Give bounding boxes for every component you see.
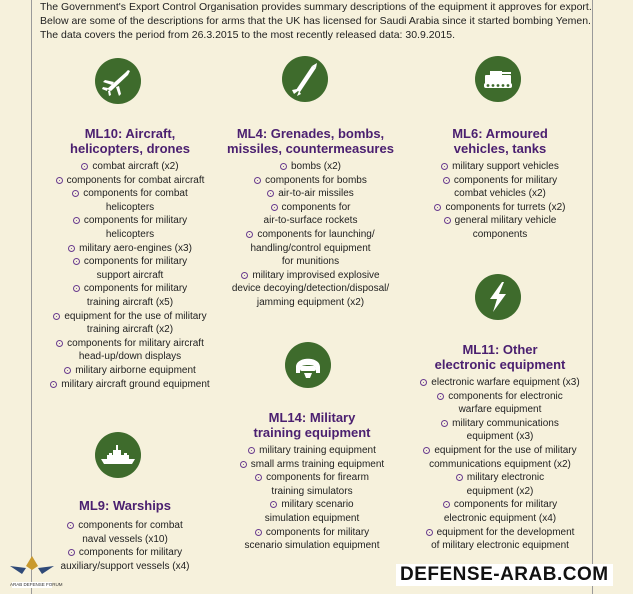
bullet-icon bbox=[444, 217, 451, 224]
ml11-item-line bbox=[410, 376, 590, 390]
ml11-item-line bbox=[410, 417, 590, 431]
ml11-item-text: warfare equipment bbox=[458, 404, 542, 416]
ml11-item-text: military communications bbox=[452, 417, 559, 429]
ml4-item-line bbox=[218, 187, 403, 201]
ml4-title-line-2: missiles, countermeasures bbox=[227, 141, 394, 156]
ml4-item-line bbox=[218, 228, 403, 242]
ml14-item-text: military scenario bbox=[281, 499, 354, 511]
ml4-item-line bbox=[218, 242, 403, 256]
bullet-icon bbox=[241, 272, 248, 279]
ml14-item bbox=[222, 498, 402, 525]
ml6-item bbox=[410, 214, 590, 241]
ml4-item-text: components for launching/ bbox=[257, 228, 375, 240]
ml10-item-line bbox=[40, 350, 220, 364]
ml11-item-text: of military electronic equipment bbox=[431, 540, 569, 552]
ml6-item bbox=[410, 160, 590, 174]
ml4-item-text: device decoying/detection/disposal/ bbox=[231, 283, 390, 295]
ml6-item-text: components bbox=[472, 228, 528, 240]
ml11-item-text: components for military bbox=[453, 499, 558, 511]
ml10-item bbox=[40, 364, 220, 378]
ml10-item-text: training aircraft (x2) bbox=[86, 324, 174, 336]
bullet-icon bbox=[81, 163, 88, 170]
ml10-item-text: equipment for the use of military bbox=[64, 310, 207, 322]
ml4-item bbox=[218, 187, 403, 201]
ml6-item-line bbox=[410, 187, 590, 201]
ml6-item bbox=[410, 201, 590, 215]
bullet-icon bbox=[64, 367, 71, 374]
bullet-icon bbox=[53, 313, 60, 320]
ml9-section bbox=[40, 498, 210, 573]
ml4-title-line-1: ML4: Grenades, bombs, bbox=[236, 126, 385, 141]
ml9-item-list bbox=[40, 519, 210, 573]
ml10-item-line bbox=[40, 174, 220, 188]
ml9-item bbox=[40, 519, 210, 546]
ml4-item-text: air-to-air missiles bbox=[278, 188, 354, 200]
ml10-item bbox=[40, 214, 220, 241]
ml14-title bbox=[222, 410, 402, 440]
ml14-item-line bbox=[222, 512, 402, 526]
ml11-item-text: equipment (x2) bbox=[466, 485, 534, 497]
ml10-item-line bbox=[40, 160, 220, 174]
ml10-item bbox=[40, 378, 220, 392]
bullet-icon bbox=[267, 190, 274, 197]
ml6-item-line bbox=[410, 228, 590, 242]
ml10-item-list bbox=[40, 160, 220, 391]
ml4-item-line bbox=[218, 160, 403, 174]
ml10-item-text: helicopters bbox=[105, 228, 155, 240]
intro-line-1: The Government's Export Control Organisation provides summary descriptions of the equipment it approves for export. bbox=[40, 1, 592, 13]
ml14-title-line-1: ML14: Military bbox=[268, 410, 356, 425]
ml14-item bbox=[222, 471, 402, 498]
ml11-item-line bbox=[410, 471, 590, 485]
ml6-item-list bbox=[410, 160, 590, 242]
bullet-icon bbox=[426, 529, 433, 536]
ml4-item-line bbox=[218, 255, 403, 269]
fighter-jet-icon bbox=[95, 58, 141, 104]
left-border bbox=[31, 0, 32, 594]
ml11-item bbox=[410, 471, 590, 498]
ml6-item-line bbox=[410, 160, 590, 174]
ml4-item-text: air-to-surface rockets bbox=[263, 215, 358, 227]
ml14-item-line bbox=[222, 539, 402, 553]
ml11-item-text: military electronic bbox=[466, 472, 545, 484]
ml11-item-line bbox=[410, 512, 590, 526]
bullet-icon bbox=[443, 177, 450, 184]
missile-icon bbox=[282, 56, 328, 102]
ml10-item bbox=[40, 174, 220, 188]
bullet-icon bbox=[270, 501, 277, 508]
ml6-item-text: general military vehicle bbox=[454, 215, 557, 227]
ml4-item-line bbox=[218, 269, 403, 283]
ml10-item-line bbox=[40, 323, 220, 337]
ml11-item-list bbox=[410, 376, 590, 553]
bullet-icon bbox=[248, 447, 255, 454]
intro-line-3: The data covers the period from 26.3.2015 to the most recently released data: 30.9.2015. bbox=[40, 29, 456, 41]
ml10-item bbox=[40, 160, 220, 174]
ml14-section bbox=[222, 410, 402, 553]
ml11-item bbox=[410, 498, 590, 525]
ml4-item-line bbox=[218, 282, 403, 296]
ml6-item-line bbox=[410, 214, 590, 228]
ml4-item-text: handling/control equipment bbox=[250, 242, 371, 254]
bullet-icon bbox=[280, 163, 287, 170]
ml14-item-text: military training equipment bbox=[259, 445, 376, 456]
ml11-title-line-1: ML11: Other bbox=[462, 342, 538, 357]
bullet-icon bbox=[254, 177, 261, 184]
ml11-item-line bbox=[410, 444, 590, 458]
ml14-item bbox=[222, 526, 402, 553]
ml10-item bbox=[40, 282, 220, 309]
ml4-item bbox=[218, 174, 403, 188]
bullet-icon bbox=[67, 522, 74, 529]
bullet-icon bbox=[73, 285, 80, 292]
ml10-item-text: military aircraft ground equipment bbox=[61, 378, 210, 390]
bullet-icon bbox=[68, 549, 75, 556]
bullet-icon bbox=[255, 474, 262, 481]
warship-icon bbox=[95, 432, 141, 478]
ml9-item-text: components for military bbox=[78, 547, 183, 559]
ml4-title bbox=[218, 126, 403, 156]
ml11-section bbox=[410, 342, 590, 553]
ml11-item-line bbox=[410, 498, 590, 512]
ml10-section bbox=[40, 126, 220, 391]
ml14-item-line bbox=[222, 485, 402, 499]
ml11-item-line bbox=[410, 390, 590, 404]
ml11-title-line-2: electronic equipment bbox=[434, 357, 566, 372]
ml4-item-text: for munitions bbox=[281, 256, 340, 268]
lightning-bolt-icon bbox=[475, 274, 521, 320]
ml10-item-text: components for military bbox=[83, 283, 188, 295]
ml4-item bbox=[218, 201, 403, 228]
ml10-item-line bbox=[40, 228, 220, 242]
ml10-item-text: training aircraft (x5) bbox=[86, 296, 174, 308]
ml4-section bbox=[218, 126, 403, 310]
pilot-helmet-icon bbox=[285, 342, 331, 388]
ml9-item-text: components for combat bbox=[78, 520, 183, 531]
ml10-item-line bbox=[40, 255, 220, 269]
ml14-item bbox=[222, 444, 402, 458]
bullet-icon bbox=[456, 474, 463, 481]
ml9-item-text: auxiliary/support vessels (x4) bbox=[60, 560, 190, 572]
ml11-item-text: components for electronic bbox=[448, 390, 563, 402]
bullet-icon bbox=[441, 420, 448, 427]
bullet-icon bbox=[443, 501, 450, 508]
ml6-title-line-1: ML6: Armoured bbox=[452, 126, 548, 141]
ml6-item bbox=[410, 174, 590, 201]
armoured-vehicle-icon bbox=[475, 56, 521, 102]
bullet-icon bbox=[434, 204, 441, 211]
bullet-icon bbox=[73, 258, 80, 265]
ml11-item-line bbox=[410, 430, 590, 444]
ml10-item-line bbox=[40, 364, 220, 378]
ml4-item bbox=[218, 269, 403, 310]
ml4-item bbox=[218, 228, 403, 269]
ml9-item-line bbox=[40, 533, 210, 547]
ml10-item-text: support aircraft bbox=[96, 269, 164, 281]
ml11-item-text: electronic equipment (x4) bbox=[443, 512, 557, 524]
ml10-item-text: components for military bbox=[83, 215, 188, 227]
ml4-item-list bbox=[218, 160, 403, 310]
ml10-item-line bbox=[40, 201, 220, 215]
ml10-item-text: military airborne equipment bbox=[75, 364, 196, 376]
ml11-item-line bbox=[410, 458, 590, 472]
ml6-item-text: components for turrets (x2) bbox=[445, 201, 566, 213]
ml9-item-line bbox=[40, 519, 210, 533]
ml14-item-line bbox=[222, 444, 402, 458]
ml11-item bbox=[410, 376, 590, 390]
ml14-item-text: simulation equipment bbox=[264, 512, 360, 524]
logo-text: ARAB DEFENSE FORUM bbox=[10, 582, 63, 587]
ml10-item-text: components for military bbox=[83, 256, 188, 268]
forum-logo bbox=[4, 548, 63, 592]
watermark: DEFENSE-ARAB.COM bbox=[396, 564, 613, 586]
ml14-item-text: training simulators bbox=[271, 485, 353, 497]
bullet-icon bbox=[423, 447, 430, 454]
ml4-item-line bbox=[218, 201, 403, 215]
ml14-item-text: small arms training equipment bbox=[250, 458, 385, 470]
ml10-item-line bbox=[40, 242, 220, 256]
ml4-item bbox=[218, 160, 403, 174]
ml10-item bbox=[40, 187, 220, 214]
ml9-item bbox=[40, 546, 210, 573]
ml10-title bbox=[40, 126, 220, 156]
ml6-item-text: combat vehicles (x2) bbox=[454, 188, 546, 200]
ml10-item bbox=[40, 337, 220, 364]
ml11-item-text: equipment for the use of military bbox=[434, 444, 577, 456]
ml14-item-line bbox=[222, 471, 402, 485]
ml10-item-text: head-up/down displays bbox=[78, 351, 182, 363]
ml4-item-line bbox=[218, 174, 403, 188]
ml14-item-line bbox=[222, 526, 402, 540]
ml10-item bbox=[40, 255, 220, 282]
ml14-item-text: components for military bbox=[265, 526, 370, 538]
ml10-item-line bbox=[40, 282, 220, 296]
ml11-item-line bbox=[410, 485, 590, 499]
ml9-title bbox=[40, 498, 210, 513]
ml11-item bbox=[410, 526, 590, 553]
ml14-item-text: scenario simulation equipment bbox=[244, 540, 380, 552]
ml14-item-line bbox=[222, 458, 402, 472]
ml6-item-text: components for military bbox=[453, 174, 558, 186]
ml6-title-line-2: vehicles, tanks bbox=[453, 141, 547, 156]
ml9-item-line bbox=[40, 560, 210, 574]
ml6-item-line bbox=[410, 174, 590, 188]
ml10-item-line bbox=[40, 296, 220, 310]
ml10-item-text: components for combat aircraft bbox=[66, 174, 205, 186]
ml10-item-text: helicopters bbox=[105, 201, 155, 213]
bullet-icon bbox=[240, 461, 247, 468]
ml6-section bbox=[410, 126, 590, 242]
ml10-item-text: military aero-engines (x3) bbox=[79, 242, 192, 254]
bullet-icon bbox=[437, 393, 444, 400]
ml9-item-line bbox=[40, 546, 210, 560]
ml14-title-line-2: training equipment bbox=[253, 425, 371, 440]
ml11-item-line bbox=[410, 539, 590, 553]
ml11-item-text: electronic warfare equipment (x3) bbox=[431, 377, 580, 388]
ml10-item-line bbox=[40, 269, 220, 283]
ml11-item-line bbox=[410, 403, 590, 417]
ml6-title bbox=[410, 126, 590, 156]
bullet-icon bbox=[56, 177, 63, 184]
bullet-icon bbox=[56, 340, 63, 347]
ml10-item-text: components for military aircraft bbox=[67, 337, 204, 349]
bullet-icon bbox=[420, 379, 427, 386]
ml6-item-text: military support vehicles bbox=[452, 161, 559, 172]
ml10-item-text: components for combat bbox=[83, 188, 188, 200]
ml9-item-text: naval vessels (x10) bbox=[82, 533, 168, 545]
ml11-item-line bbox=[410, 526, 590, 540]
ml10-item-text: combat aircraft (x2) bbox=[92, 161, 179, 172]
ml11-item bbox=[410, 444, 590, 471]
ml10-item-line bbox=[40, 187, 220, 201]
ml10-item-line bbox=[40, 378, 220, 392]
ml10-item-line bbox=[40, 310, 220, 324]
ml11-item-text: equipment (x3) bbox=[466, 431, 534, 443]
ml4-item-text: bombs (x2) bbox=[290, 161, 341, 172]
bullet-icon bbox=[255, 529, 262, 536]
bullet-icon bbox=[73, 217, 80, 224]
ml4-item-line bbox=[218, 214, 403, 228]
bullet-icon bbox=[50, 381, 57, 388]
ml14-item-text: components for firearm bbox=[266, 472, 369, 484]
ml14-item-line bbox=[222, 498, 402, 512]
bullet-icon bbox=[72, 190, 79, 197]
ml14-item bbox=[222, 458, 402, 472]
intro-text bbox=[40, 0, 590, 42]
bullet-icon bbox=[271, 204, 278, 211]
ml10-item-line bbox=[40, 214, 220, 228]
ml6-item-line bbox=[410, 201, 590, 215]
ml10-item bbox=[40, 310, 220, 337]
ml10-title-line-1: ML10: Aircraft, bbox=[84, 126, 176, 141]
ml14-item-list bbox=[222, 444, 402, 553]
bullet-icon bbox=[68, 245, 75, 252]
ml10-title-line-2: helicopters, drones bbox=[70, 141, 190, 156]
bullet-icon bbox=[246, 231, 253, 238]
ml11-item-text: communications equipment (x2) bbox=[429, 458, 571, 470]
ml9-title-line-1: ML9: Warships bbox=[79, 498, 171, 513]
ml11-title bbox=[410, 342, 590, 372]
bullet-icon bbox=[441, 163, 448, 170]
intro-line-2: Below are some of the descriptions for arms that the UK has licensed for Saudi Arabia since it started bombing Yemen. bbox=[40, 15, 591, 27]
ml4-item-text: components for bombs bbox=[265, 174, 367, 186]
ml4-item-text: military improvised explosive bbox=[252, 269, 380, 281]
ml11-item bbox=[410, 390, 590, 417]
ml4-item-text: components for bbox=[281, 201, 351, 213]
right-border bbox=[592, 0, 593, 594]
ml10-item bbox=[40, 242, 220, 256]
ml11-item-text: equipment for the development bbox=[436, 526, 575, 538]
ml4-item-text: jamming equipment (x2) bbox=[256, 296, 365, 308]
ml11-item bbox=[410, 417, 590, 444]
ml4-item-line bbox=[218, 296, 403, 310]
ml10-item-line bbox=[40, 337, 220, 351]
